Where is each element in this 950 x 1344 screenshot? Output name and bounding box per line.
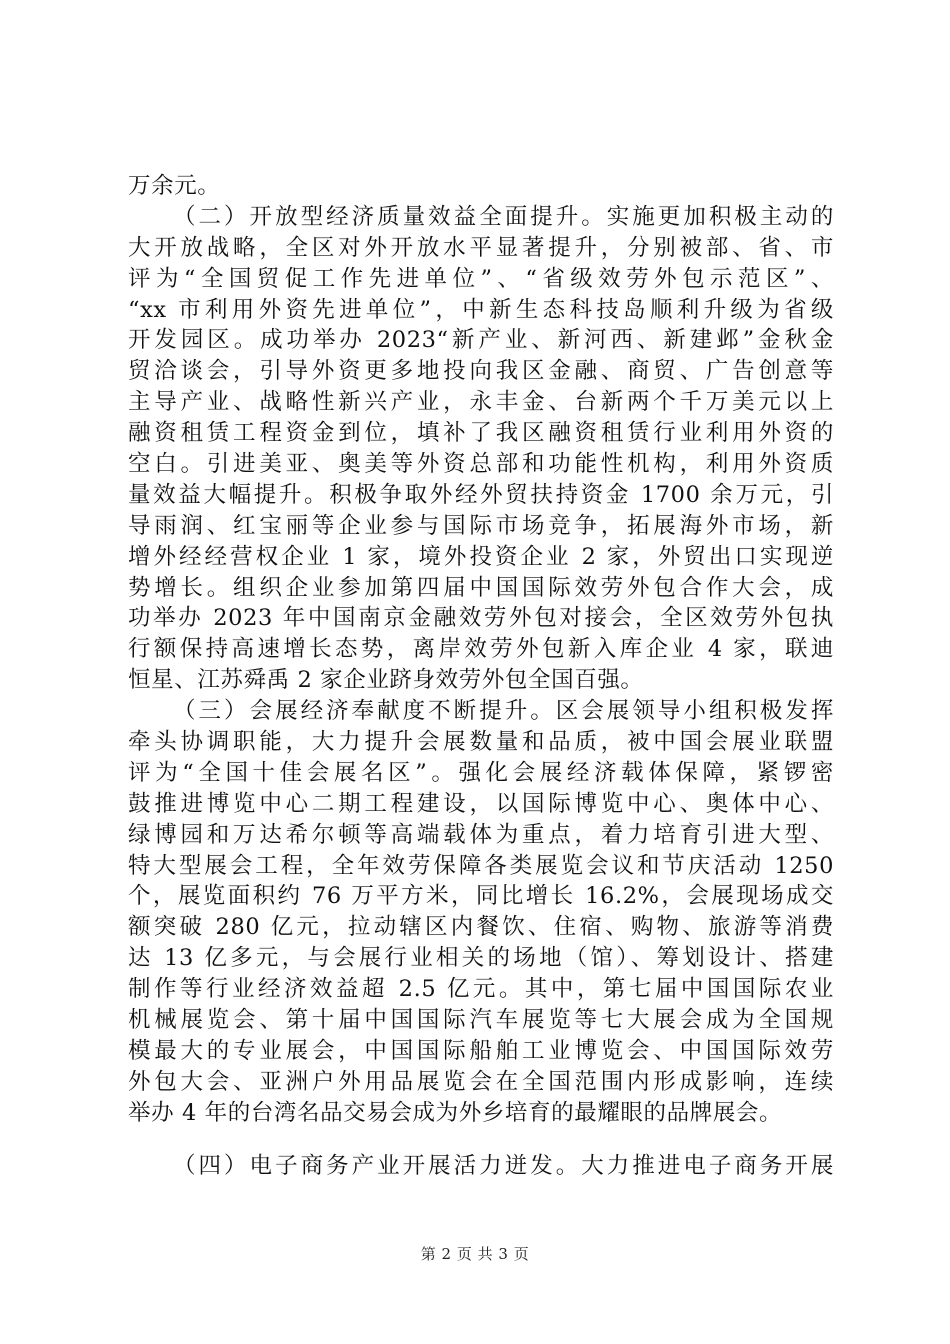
body-text-block — [128, 171, 834, 1129]
paragraph-line: 额突破 280 亿元，拉动辖区内餐饮、住宿、购物、旅游等消费 — [128, 914, 834, 941]
paragraph-line: 牵头协调职能，大力提升会展数量和品质，被中国会展业联盟 — [128, 729, 834, 756]
paragraph-line: 个，展览面积约 76 万平方米，同比增长 16.2%，会展现场成交 — [128, 883, 834, 910]
paragraph-line: 量效益大幅提升。积极争取外经外贸扶持资金 1700 余万元，引 — [128, 481, 834, 508]
paragraph-line: 外包大会、亚洲户外用品展览会在全国范围内形成影响，连续 — [128, 1068, 834, 1095]
paragraph-line: 功举办 2023 年中国南京金融效劳外包对接会，全区效劳外包执 — [128, 605, 834, 632]
paragraph-line: 评为“全国贸促工作先进单位”、“省级效劳外包示范区”、 — [128, 265, 834, 292]
paragraph-line: （三）会展经济奉献度不断提升。区会展领导小组积极发挥 — [173, 698, 834, 725]
page-footer: 第 2 页 共 3 页 — [420, 1245, 530, 1263]
paragraph-line: 制作等行业经济效益超 2.5 亿元。其中，第七届中国国际农业 — [128, 976, 834, 1003]
paragraph-line: 贸洽谈会，引导外资更多地投向我区金融、商贸、广告创意等 — [128, 358, 834, 385]
paragraph-line: 融资租赁工程资金到位，填补了我区融资租赁行业利用外资的 — [128, 420, 834, 447]
paragraph-line: 评为“全国十佳会展名区”。强化会展经济载体保障，紧锣密 — [128, 759, 834, 786]
paragraph-line: 达 13 亿多元，与会展行业相关的场地（馆）、筹划设计、搭建 — [128, 945, 834, 972]
paragraph-line: （四）电子商务产业开展活力迸发。大力推进电子商务开展 — [173, 1153, 834, 1179]
paragraph-line: 势增长。组织企业参加第四届中国国际效劳外包合作大会，成 — [128, 574, 834, 601]
paragraph-line: （二）开放型经济质量效益全面提升。实施更加积极主动的 — [173, 203, 834, 230]
paragraph-line: 模最大的专业展会，中国国际船舶工业博览会、中国国际效劳 — [128, 1037, 834, 1064]
paragraph-line: 万余元。 — [128, 173, 221, 199]
paragraph-line: 机械展览会、第十届中国国际汽车展览等七大展会成为全国规 — [128, 1007, 834, 1034]
paragraph-line: 大开放战略，全区对外开放水平显著提升，分别被部、省、市 — [128, 234, 834, 261]
paragraph-line: 行额保持高速增长态势，离岸效劳外包新入库企业 4 家，联迪 — [128, 636, 834, 663]
body-text-block-2 — [128, 1151, 834, 1182]
paragraph-line: 主导产业、战略性新兴产业，永丰金、台新两个千万美元以上 — [128, 389, 834, 416]
paragraph-line: 举办 4 年的台湾名品交易会成为外乡培育的最耀眼的品牌展会。 — [128, 1099, 783, 1126]
paragraph-line: 开发园区。成功举办 2023“新产业、新河西、新建邺”金秋金 — [128, 327, 834, 354]
paragraph-line: 绿博园和万达希尔顿等高端载体为重点，着力培育引进大型、 — [128, 821, 834, 848]
paragraph-line: 导雨润、红宝丽等企业参与国际市场竞争，拓展海外市场，新 — [128, 512, 834, 539]
paragraph-line: “xx 市利用外资先进单位”，中新生态科技岛顺利升级为省级 — [128, 296, 834, 323]
paragraph-line: 恒星、江苏舜禹 2 家企业跻身效劳外包全国百强。 — [128, 667, 644, 694]
paragraph-line: 特大型展会工程，全年效劳保障各类展览会议和节庆活动 1250 — [128, 852, 834, 879]
paragraph-line: 鼓推进博览中心二期工程建设，以国际博览中心、奥体中心、 — [128, 790, 834, 817]
paragraph-line: 增外经经营权企业 1 家，境外投资企业 2 家，外贸出口实现逆 — [128, 543, 834, 570]
paragraph-line: 空白。引进美亚、奥美等外资总部和功能性机构，利用外资质 — [128, 451, 834, 478]
